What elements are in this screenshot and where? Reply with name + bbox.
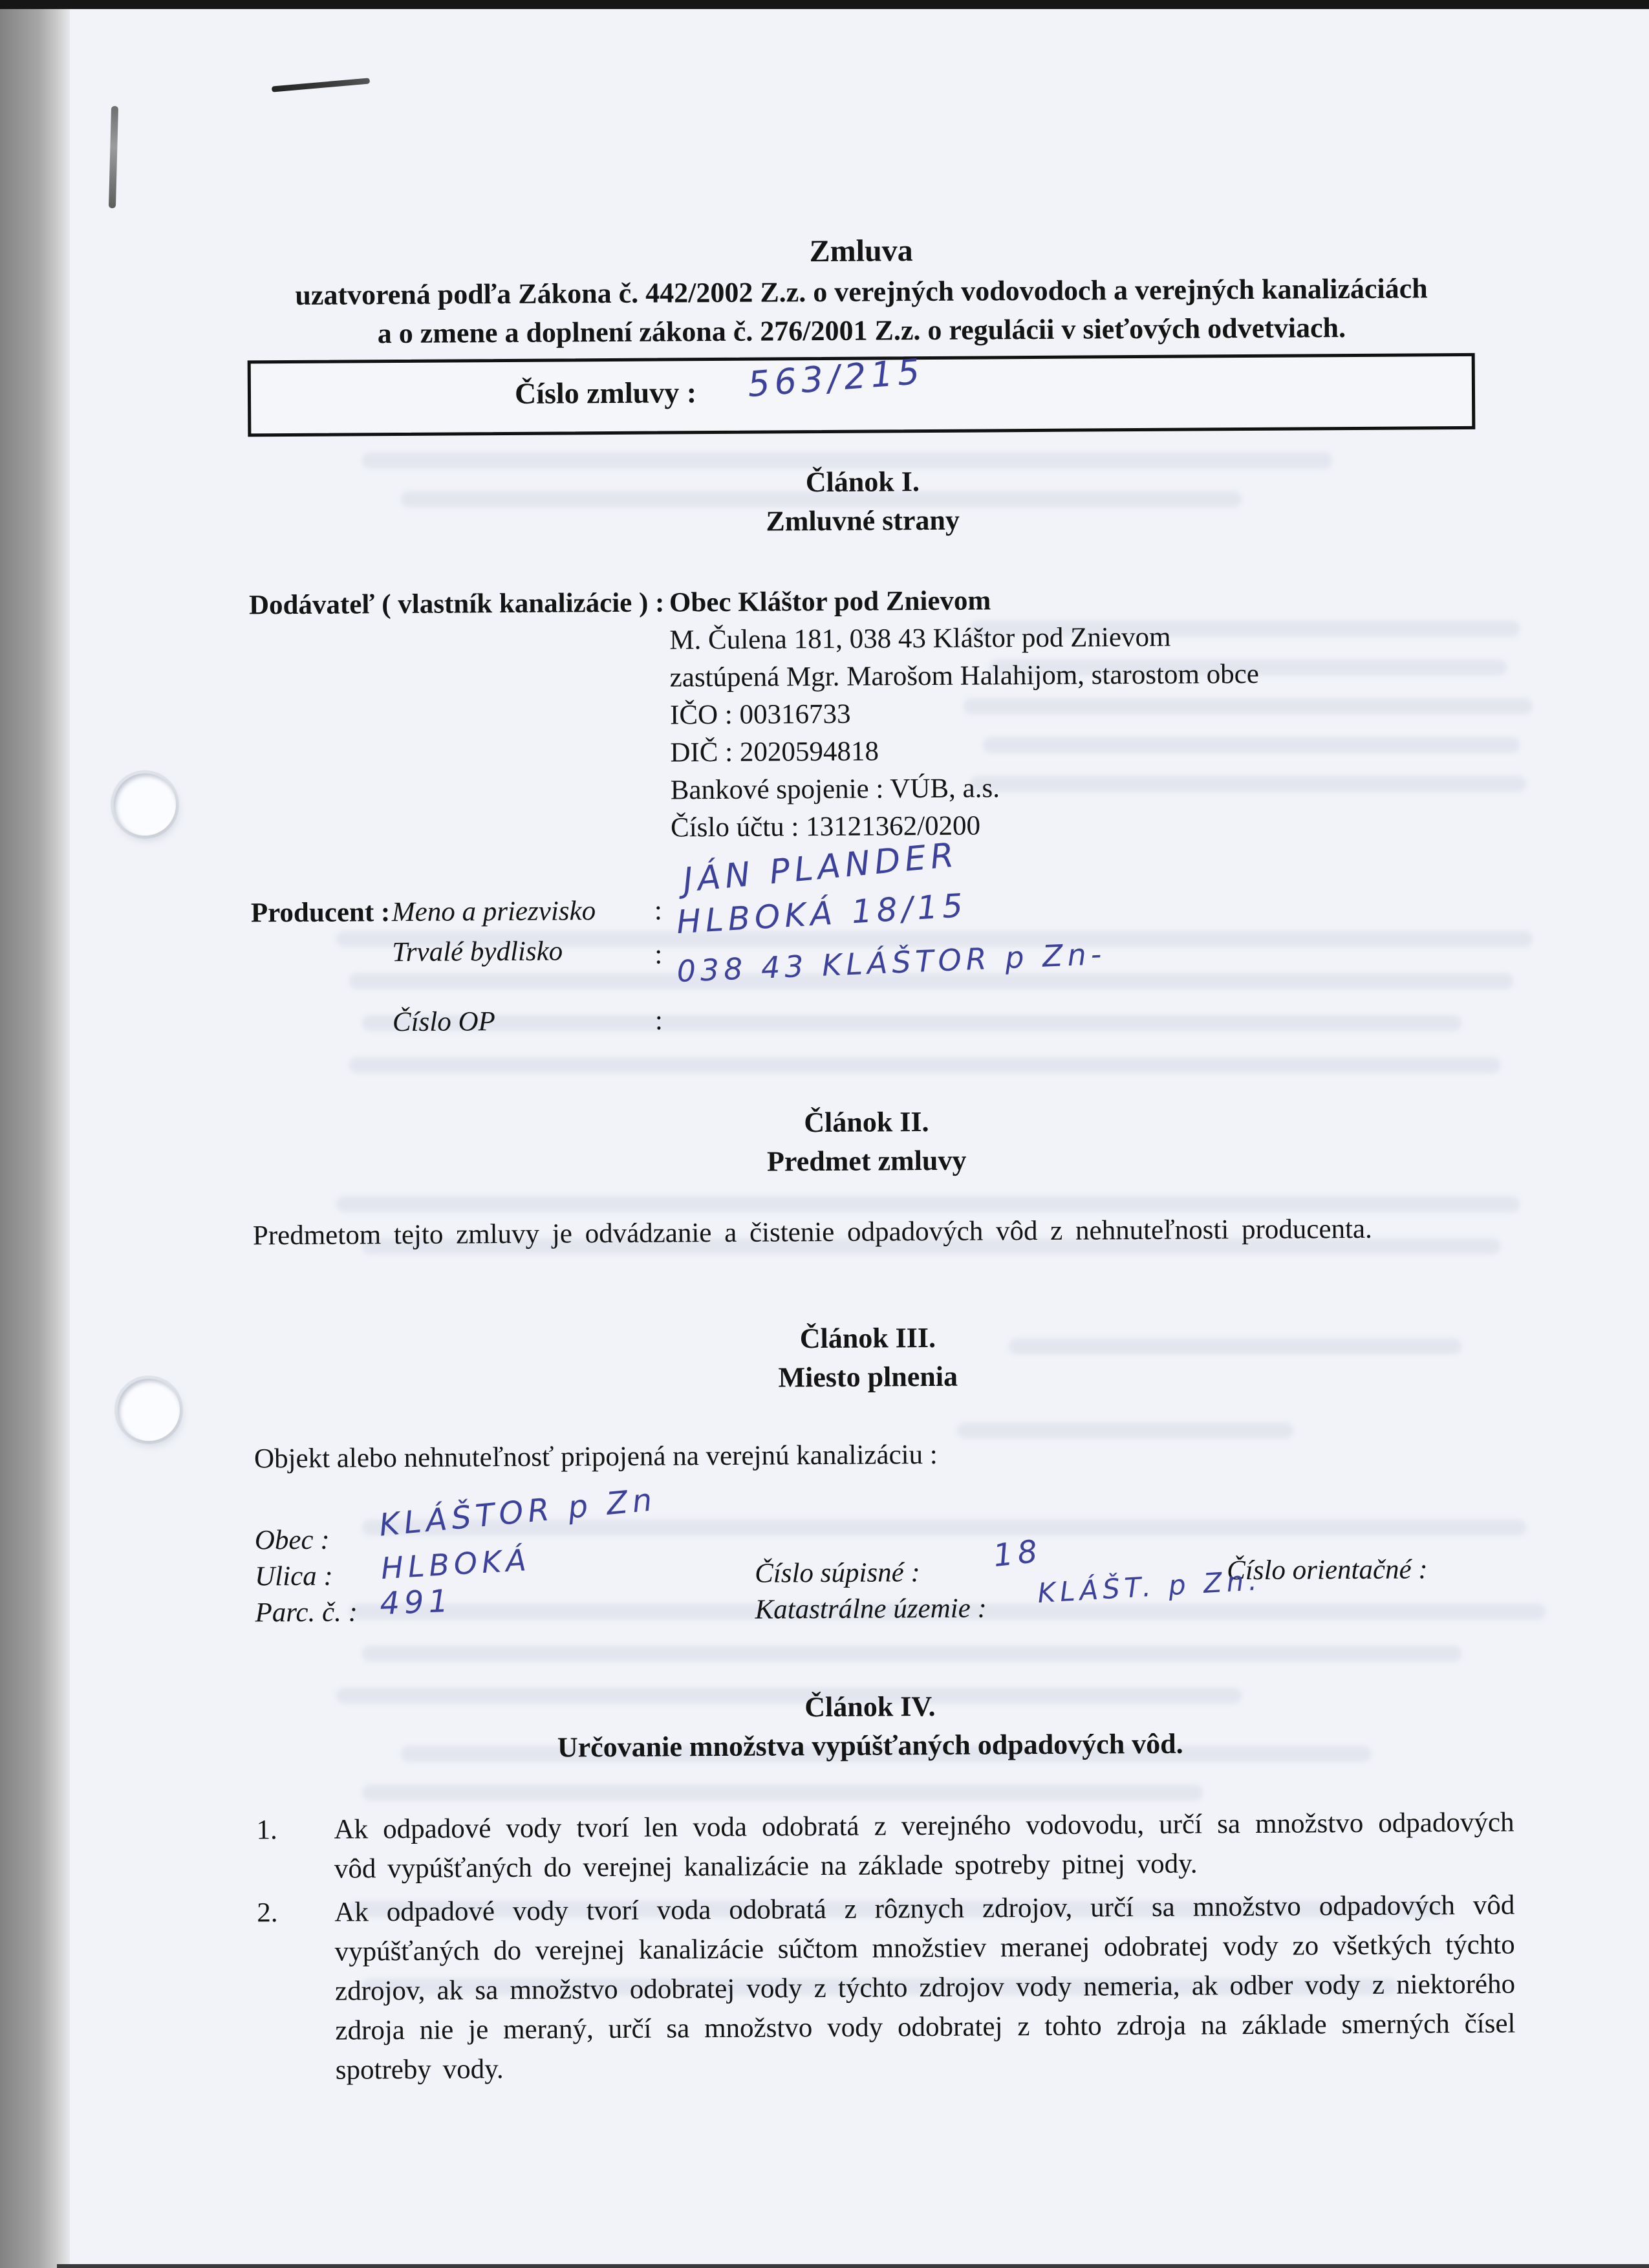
producer-address-colon: : xyxy=(654,939,663,970)
list-item-number: 1. xyxy=(256,1815,277,1846)
article4-heading-block xyxy=(255,1684,1485,1769)
document-subtitle-line1: uzatvorená podľa Zákona č. 442/2002 Z.z. o verejných vodovodoch a verejných kanalizáciách xyxy=(295,272,1428,311)
article2-subheading: Predmet zmluvy xyxy=(766,1144,967,1178)
article1-heading: Článok I. xyxy=(805,466,920,499)
supplier-ico: IČO : 00316733 xyxy=(669,698,851,731)
supplier-representative: zastúpená Mgr. Marošom Halahijom, starostom obce xyxy=(669,658,1259,693)
article1-heading-block xyxy=(248,459,1478,545)
list-item-number: 2. xyxy=(257,1897,278,1928)
article1-subheading: Zmluvné strany xyxy=(766,504,960,537)
article3-subheading: Miesto plnenia xyxy=(778,1360,958,1394)
list-item xyxy=(257,1886,1516,2091)
producer-id-colon: : xyxy=(654,1005,663,1036)
document-subtitle-line2: a o zmene a doplnení zákona č. 276/2001 Z.z. o regulácii v sieťových odvetviach. xyxy=(377,312,1346,350)
field-ulica-handwritten-value: HLBOKÁ xyxy=(380,1542,532,1586)
supplier-dic: DIČ : 2020594818 xyxy=(670,736,879,768)
field-kataster-handwritten-value: KLÁŠT. p Zn. xyxy=(1037,1564,1262,1610)
producer-name-handwritten: JÁN PLANDER xyxy=(681,836,960,900)
article4-heading: Článok IV. xyxy=(804,1690,936,1723)
article2-body: Predmetom tejto zmluvy je odvádzanie a čistenie odpadových vôd z nehnuteľnosti producenta. xyxy=(252,1213,1372,1251)
list-item-text: Ak odpadové vody tvorí len voda odobratá z verejného vodovodu, určí sa množstvo odpadových vôd vypúšťaných do verejnej kanalizácie na základe spotreby pitnej vody. xyxy=(334,1807,1514,1885)
field-cislo-supisne-label: Číslo súpisné : xyxy=(755,1557,920,1589)
field-obec-handwritten-value: KLÁŠTOR p Zn xyxy=(377,1481,658,1544)
field-parc-label: Parc. č. : xyxy=(255,1597,358,1628)
article2-heading-block xyxy=(252,1099,1482,1185)
list-item-text: Ak odpadové vody tvorí voda odobratá z rôznych zdrojov, určí sa množstvo odpadových vôd vypúšťaných do verejnej kanalizácie súčtom množstiev meranej odobratej vody zo všetkých týchto zdrojov, ak sa množstvo odobratej vody z týchto zdrojov vody nemeria, ak odber vody z niektorého zdroja nie je meraný, určí sa množstvo vody odobratej z tohto zdroja na základe smerných čísel spotreby vody. xyxy=(334,1890,1516,2086)
producer-address-handwritten-line2: 038 43 KLÁŠTOR p Zn- xyxy=(676,936,1107,989)
field-ulica-label: Ulica : xyxy=(255,1561,333,1592)
field-cislo-orientacne-label: Číslo orientačné : xyxy=(1226,1554,1428,1586)
supplier-address: M. Čulena 181, 038 43 Kláštor pod Znievom xyxy=(669,621,1171,656)
field-kataster-label: Katastrálne územie : xyxy=(755,1593,987,1625)
article3-heading-block xyxy=(253,1315,1483,1401)
supplier-bank: Bankové spojenie : VÚB, a.s. xyxy=(670,773,1000,806)
contract-number-box xyxy=(248,353,1476,437)
contract-number-handwritten-value: 563/215 xyxy=(746,351,926,405)
title-block xyxy=(246,226,1476,354)
producer-name-colon: : xyxy=(654,895,662,926)
supplier-label: Dodávateľ ( vlastník kanalizácie ) : xyxy=(248,587,665,621)
article3-heading: Článok III. xyxy=(799,1321,936,1355)
article2-heading: Článok II. xyxy=(804,1106,929,1139)
producer-name-label: Meno a priezvisko xyxy=(391,896,596,928)
producer-address-label: Trvalé bydlisko xyxy=(392,936,563,968)
article4-list xyxy=(256,1803,1516,2095)
producer-address-handwritten-line1: HLBOKÁ 18/15 xyxy=(675,886,969,942)
list-item xyxy=(256,1803,1514,1890)
contract-number-label: Číslo zmluvy : xyxy=(514,376,697,410)
article3-intro: Objekt alebo nehnuteľnosť pripojená na verejnú kanalizáciu : xyxy=(253,1439,938,1474)
producer-label: Producent : xyxy=(250,897,391,929)
supplier-name: Obec Kláštor pod Znievom xyxy=(669,585,991,618)
field-obec-label: Obec : xyxy=(254,1524,330,1556)
document-title: Zmluva xyxy=(809,233,913,269)
field-parc-handwritten-value: 491 xyxy=(379,1582,454,1623)
field-cislo-supisne-handwritten-value: 18 xyxy=(991,1533,1044,1575)
article4-subheading: Určovanie množstva vypúšťaných odpadových vôd. xyxy=(557,1727,1183,1764)
supplier-account: Číslo účtu : 13121362/0200 xyxy=(670,810,981,843)
supplier-details xyxy=(669,579,1485,847)
producer-id-label: Číslo OP xyxy=(392,1006,495,1038)
